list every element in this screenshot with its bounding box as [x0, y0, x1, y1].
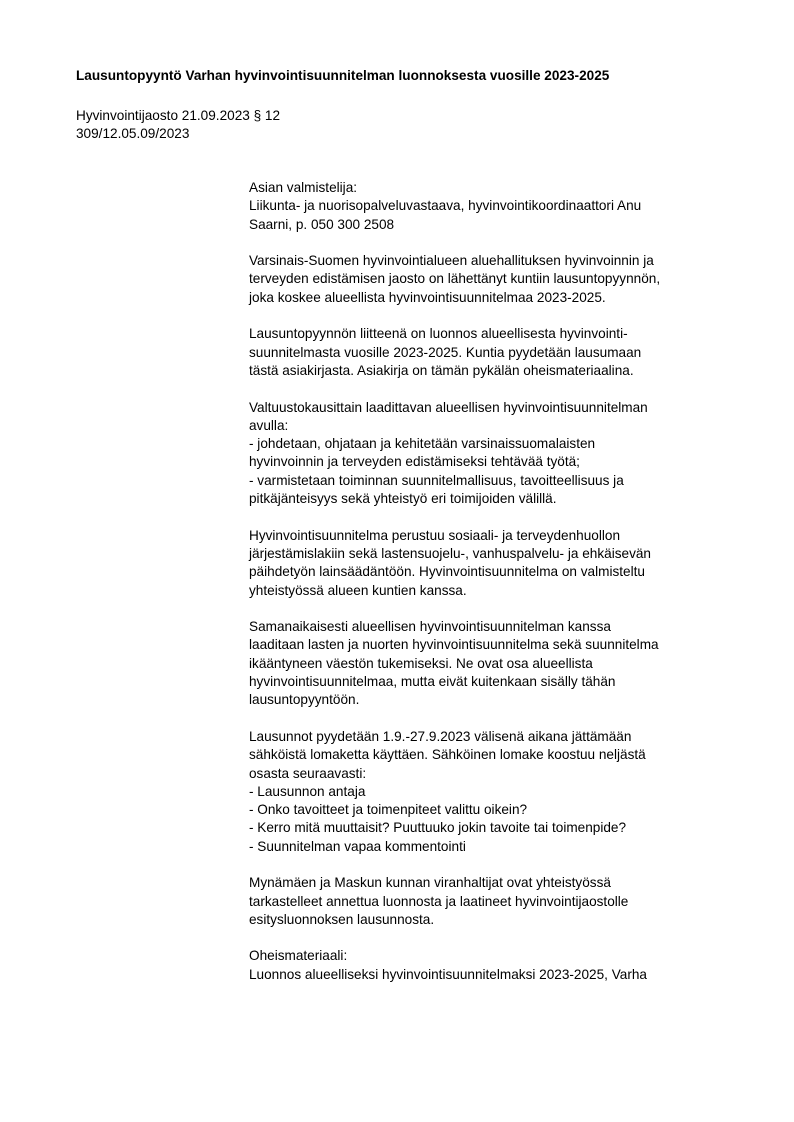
text-line: Valtuustokausittain laadittavan alueellisen hyvinvointisuunnitelman [249, 399, 648, 415]
text-line: sähköistä lomaketta käyttäen. Sähköinen lomake koostuu neljästä [249, 747, 646, 763]
text-line: lausuntopyyntöön. [249, 692, 360, 708]
text-line: osasta seuraavasti: [249, 765, 367, 781]
paragraph [249, 618, 719, 709]
paragraph [249, 252, 719, 307]
text-line: Lausunnot pyydetään 1.9.-27.9.2023 välisenä aikana jättämään [249, 728, 632, 744]
text-line: - Kerro mitä muuttaisit? Puuttuuko jokin tavoite tai toimenpide? [249, 820, 627, 836]
text-line: yhteistyössä alueen kuntien kanssa. [249, 582, 467, 598]
text-line: Varsinais-Suomen hyvinvointialueen aluehallituksen hyvinvoinnin ja [249, 253, 654, 269]
meeting-reference: Hyvinvointijaosto 21.09.2023 § 12 [76, 108, 281, 123]
text-line: - Lausunnon antaja [249, 783, 366, 799]
text-line: Luonnos alueelliseksi hyvinvointisuunnitelmaksi 2023-2025, Varha [249, 966, 647, 982]
record-number: 309/12.05.09/2023 [76, 126, 190, 141]
text-line: Liikunta- ja nuorisopalveluvastaava, hyvinvointikoordinaattori Anu [249, 198, 642, 214]
text-line: terveyden edistämisen jaosto on lähettänyt kuntiin lausuntopyynnön, [249, 271, 661, 287]
paragraph [249, 874, 719, 929]
text-line: ikääntyneen väestön tukemiseksi. Ne ovat osa alueellista [249, 655, 593, 671]
text-line: Hyvinvointisuunnitelma perustuu sosiaali- ja terveydenhuollon [249, 527, 621, 543]
text-line: Lausuntopyynnön liitteenä on luonnos alueellisesta hyvinvointi- [249, 326, 628, 342]
text-line: tästä asiakirjasta. Asiakirja on tämän pykälän oheismateriaalina. [249, 362, 634, 378]
text-line: avulla: [249, 417, 289, 433]
text-line: - Suunnitelman vapaa kommentointi [249, 838, 466, 854]
paragraph [249, 399, 719, 509]
text-line: hyvinvoinnin ja terveyden edistämiseksi tehtävää työtä; [249, 454, 580, 470]
text-line: suunnitelmasta vuosille 2023-2025. Kuntia pyydetään lausumaan [249, 344, 642, 360]
paragraph [249, 947, 719, 984]
text-line: - johdetaan, ohjataan ja kehitetään varsinaissuomalaisten [249, 436, 596, 452]
text-line: laaditaan lasten ja nuorten hyvinvointisuunnitelma sekä suunnitelma [249, 637, 659, 653]
text-line: Samanaikaisesti alueellisen hyvinvointisuunnitelman kanssa [249, 619, 611, 635]
text-line: - varmistetaan toiminnan suunnitelmallisuus, tavoitteellisuus ja [249, 472, 624, 488]
text-line: esitysluonnoksen lausunnosta. [249, 911, 435, 927]
document-title: Lausuntopyyntö Varhan hyvinvointisuunnitelman luonnoksesta vuosille 2023-2025 [76, 68, 610, 83]
text-line: Asian valmistelija: [249, 180, 358, 195]
document-body [249, 179, 719, 1002]
text-line: pitkäjänteisyys sekä yhteistyö eri toimijoiden välillä. [249, 491, 557, 507]
text-line: Mynämäen ja Maskun kunnan viranhaltijat ovat yhteistyössä [249, 875, 611, 891]
paragraph [249, 728, 719, 856]
text-line: tarkastelleet annettua luonnosta ja laatineet hyvinvointijaostolle [249, 893, 629, 909]
text-line: järjestämislakiin sekä lastensuojelu-, vanhuspalvelu- ja ehkäisevän [249, 545, 651, 561]
text-line: Oheismateriaali: [249, 948, 348, 964]
document-meta [76, 107, 280, 143]
text-line: joka koskee alueellista hyvinvointisuunnitelmaa 2023-2025. [249, 289, 606, 305]
text-line: Saarni, p. 050 300 2508 [249, 216, 395, 232]
paragraph [249, 325, 719, 380]
paragraph [249, 179, 719, 234]
text-line: hyvinvointisuunnitelmaa, mutta eivät kuitenkaan sisälly tähän [249, 674, 616, 690]
text-line: päihdetyön lainsäädäntöön. Hyvinvointisuunnitelma on valmisteltu [249, 564, 645, 580]
text-line: - Onko tavoitteet ja toimenpiteet valittu oikein? [249, 802, 528, 818]
paragraph [249, 527, 719, 600]
